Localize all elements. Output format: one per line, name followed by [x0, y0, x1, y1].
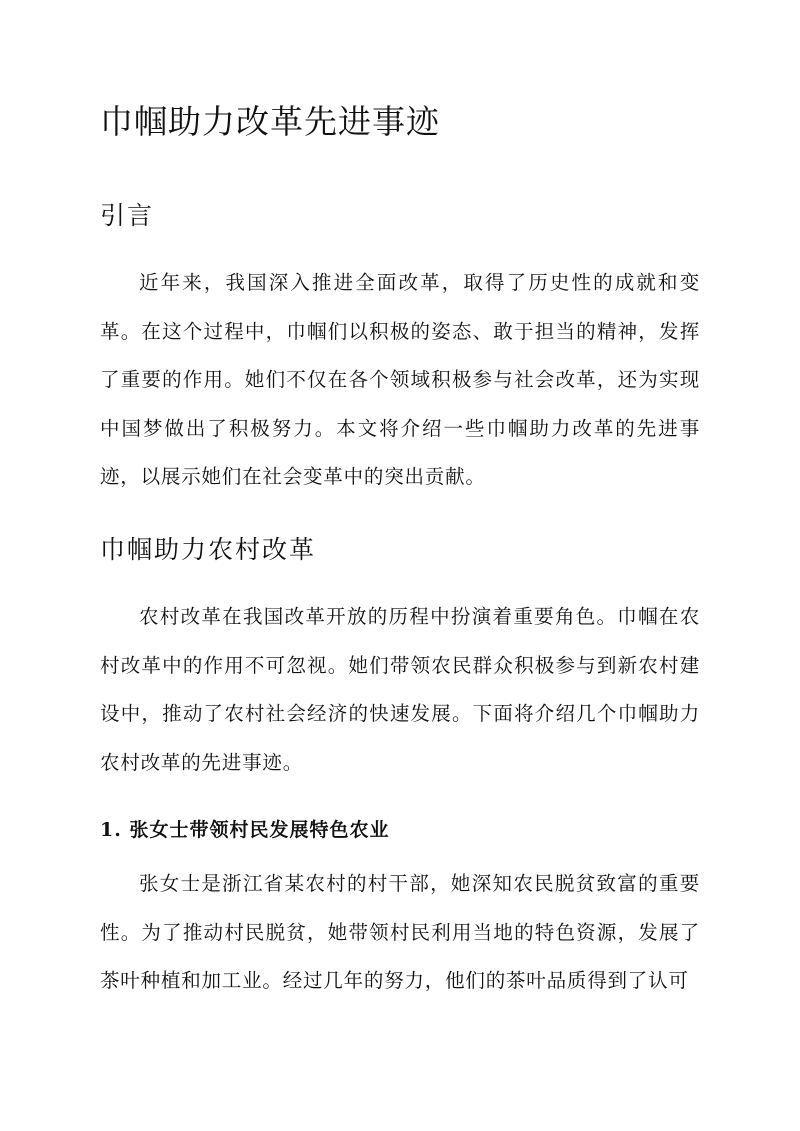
- subsection-heading-case-1: 1. 张女士带领村民发展特色农业: [100, 819, 390, 841]
- section-heading-intro: 引言: [100, 201, 155, 230]
- paragraph-intro: 近年来，我国深入推进全面改革，取得了历史性的成就和变革。在这个过程中，巾帼们以积极的姿态、敢于担当的精神，发挥了重要的作用。她们不仅在各个领域积极参与社会改革，还为实现中国梦做出了积极努力。本文将介绍一些巾帼助力改革的先进事迹，以展示她们在社会变革中的突出贡献。: [100, 271, 700, 488]
- section-heading-rural-reform: 巾帼助力农村改革: [100, 535, 317, 564]
- paragraph-case-1: 张女士是浙江省某农村的村干部，她深知农民脱贫致富的重要性。为了推动村民脱贫，她带领村民利用当地的特色资源，发展了茶叶种植和加工业。经过几年的努力，他们的茶叶品质得到了认可: [100, 872, 700, 992]
- paragraph-rural-reform: 农村改革在我国改革开放的历程中扮演着重要角色。巾帼在农村改革中的作用不可忽视。她们带领农民群众积极参与到新农村建设中，推动了农村社会经济的快速发展。下面将介绍几个巾帼助力农村改革的先进事迹。: [100, 605, 700, 774]
- document-title: 巾帼助力改革先进事迹: [100, 102, 440, 141]
